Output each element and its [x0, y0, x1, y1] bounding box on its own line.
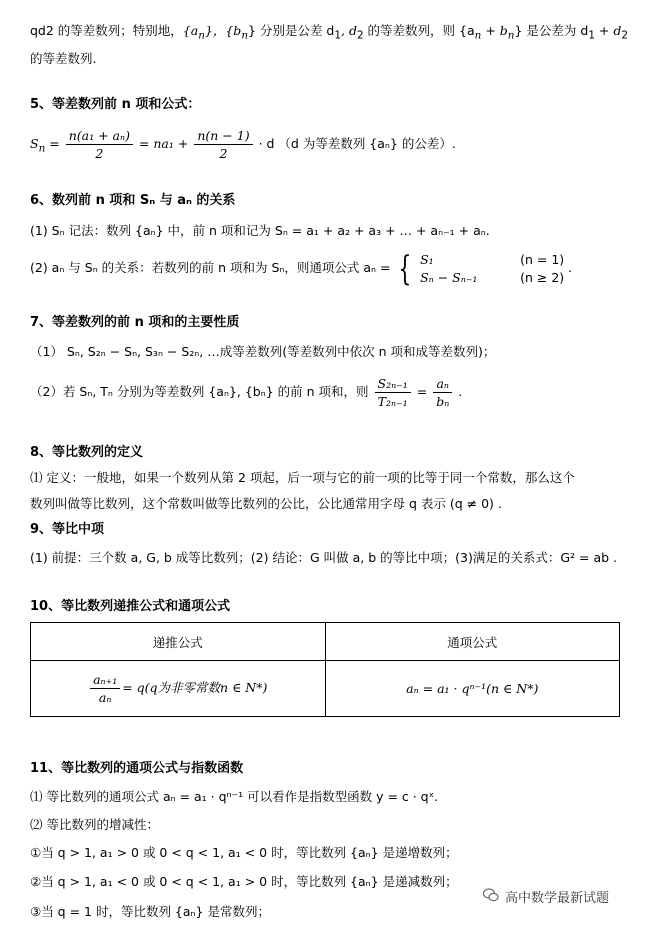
- sub: 1: [334, 29, 341, 42]
- section-7-line-2: [30, 370, 462, 414]
- formula-text: S: [30, 136, 39, 151]
- formula-text: = na₁ +: [138, 136, 189, 151]
- wechat-icon: [483, 888, 499, 902]
- table-cell-general: aₙ = a₁ · qⁿ⁻¹(n ∈ N*): [325, 661, 620, 717]
- case-1: S₁: [420, 251, 434, 267]
- sub: 2: [356, 29, 364, 42]
- section-6-line-2: [30, 248, 572, 288]
- section-7-title: 7、等差数列的前 n 项和的主要性质: [30, 315, 240, 330]
- fraction: [194, 127, 252, 162]
- fraction: [375, 375, 411, 410]
- sub: 1: [588, 29, 595, 42]
- section-7-line-1: （1） Sₙ, S₂ₙ − Sₙ, S₃ₙ − S₂ₙ, …成等差数列(等差数列中依次 n 项和成等差数列)；: [30, 344, 496, 359]
- section-7-text: （2）若 Sₙ, Tₙ 分别为等差数列 {aₙ}, {bₙ} 的前 n 项和，则: [30, 384, 369, 399]
- line1-text: } 分别是公差 d: [248, 23, 335, 38]
- fraction-num: n(n − 1): [194, 127, 252, 145]
- table-row: [31, 661, 620, 717]
- fraction-den: T₂ₙ₋₁: [377, 394, 408, 409]
- line1-text: + d: [594, 23, 622, 38]
- section-8-line-2: 数列叫做等比数列，这个常数叫做等比数列的公比，公比通常用字母 q 表示 (q ≠ 0) .: [30, 496, 502, 511]
- section-8-line-1: ⑴ 定义：一般地，如果一个数列从第 2 项起，后一项与它的前一项的比等于同一个常数，那么这个: [30, 470, 575, 485]
- section-11-line-2: ⑵ 等比数列的增减性：: [30, 817, 159, 832]
- fraction-num: aₙ: [433, 375, 452, 393]
- sub: n: [474, 29, 482, 42]
- section-9-line-1: (1) 前提：三个数 a, G, b 成等比数列；(2) 结论：G 叫做 a, b 的等比中项；(3)满足的关系式：G² = ab .: [30, 550, 617, 565]
- fraction: [433, 375, 452, 410]
- fraction: [90, 671, 120, 706]
- sub: n: [38, 142, 46, 155]
- fraction-den: bₙ: [436, 394, 450, 409]
- formula-text: =: [49, 136, 60, 151]
- period: .: [568, 260, 573, 275]
- line1-text: + b: [481, 23, 508, 38]
- fraction-den: aₙ: [98, 690, 112, 705]
- formula-text: · d （d 为等差数列 {aₙ} 的公差）.: [258, 136, 456, 151]
- text-line-2: 的等差数列.: [30, 51, 97, 66]
- sum-formula: [30, 124, 456, 164]
- line1-text: 的等差数列，则 {a: [363, 23, 475, 38]
- seq-a: {a: [182, 23, 199, 38]
- fraction-num: aₙ₊₁: [90, 671, 120, 689]
- fraction-num: S₂ₙ₋₁: [375, 375, 411, 393]
- brace-icon: {: [398, 248, 412, 289]
- section-6-text: (2) aₙ 与 Sₙ 的关系：若数列的前 n 项和为 Sₙ，则通项公式 aₙ =: [30, 260, 391, 275]
- seq-b: }，{b: [204, 23, 242, 38]
- section-6-title: 6、数列前 n 项和 Sₙ 与 aₙ 的关系: [30, 193, 236, 208]
- section-10-title: 10、等比数列递推公式和通项公式: [30, 599, 231, 614]
- cond-2: (n ≥ 2): [520, 269, 565, 285]
- period: .: [458, 384, 463, 399]
- fraction-num: n(a₁ + aₙ): [66, 127, 133, 145]
- sub: n: [198, 29, 205, 42]
- section-6-line-1: (1) Sₙ 记法：数列 {aₙ} 中，前 n 项和记为 Sₙ = a₁ + a₂ + a₃ + … + aₙ₋₁ + aₙ.: [30, 223, 490, 238]
- section-11-title: 11、等比数列的通项公式与指数函数: [30, 761, 244, 776]
- section-11-line-5: ③当 q = 1 时，等比数列 {aₙ} 是常数列；: [30, 904, 270, 919]
- cond-1: (n = 1): [520, 251, 565, 267]
- section-8-title: 8、等比数列的定义: [30, 445, 144, 460]
- fraction-den: 2: [95, 146, 104, 161]
- formula-text: = q(q为非零常数n ∈ N*): [122, 680, 268, 695]
- line1-text: } 是公差为 d: [514, 23, 589, 38]
- cases: [420, 251, 564, 287]
- line1-part1: qd2 的等差数列；特别地，: [30, 23, 183, 38]
- table-cell-recursive: [31, 661, 326, 717]
- sub: n: [507, 29, 515, 42]
- table-header-row: [31, 623, 620, 661]
- sub: 2: [621, 29, 629, 42]
- line1-text: , d: [341, 23, 357, 38]
- formula-table: [30, 622, 620, 717]
- sub: n: [241, 29, 249, 42]
- section-11-line-4: ②当 q > 1, a₁ < 0 或 0 < q < 1, a₁ > 0 时，等比数列 {aₙ} 是递减数列；: [30, 874, 458, 889]
- section-5-title: 5、等差数列前 n 项和公式：: [30, 97, 201, 112]
- formula-text: =: [416, 384, 428, 399]
- watermark: [505, 887, 609, 906]
- table-header-general: 通项公式: [325, 623, 620, 661]
- case-2: Sₙ − Sₙ₋₁: [420, 269, 478, 285]
- section-9-title: 9、等比中项: [30, 522, 105, 537]
- section-11-line-1: ⑴ 等比数列的通项公式 aₙ = a₁ · qⁿ⁻¹ 可以看作是指数型函数 y = c · qˣ.: [30, 789, 439, 804]
- text-line-1: [30, 22, 628, 45]
- fraction-den: 2: [219, 146, 228, 161]
- section-11-line-3: ①当 q > 1, a₁ > 0 或 0 < q < 1, a₁ < 0 时，等比数列 {aₙ} 是递增数列；: [30, 845, 458, 860]
- table-header-recursive: 递推公式: [31, 623, 326, 661]
- watermark-text: 高中数学最新试题: [504, 891, 609, 906]
- fraction: [66, 127, 133, 162]
